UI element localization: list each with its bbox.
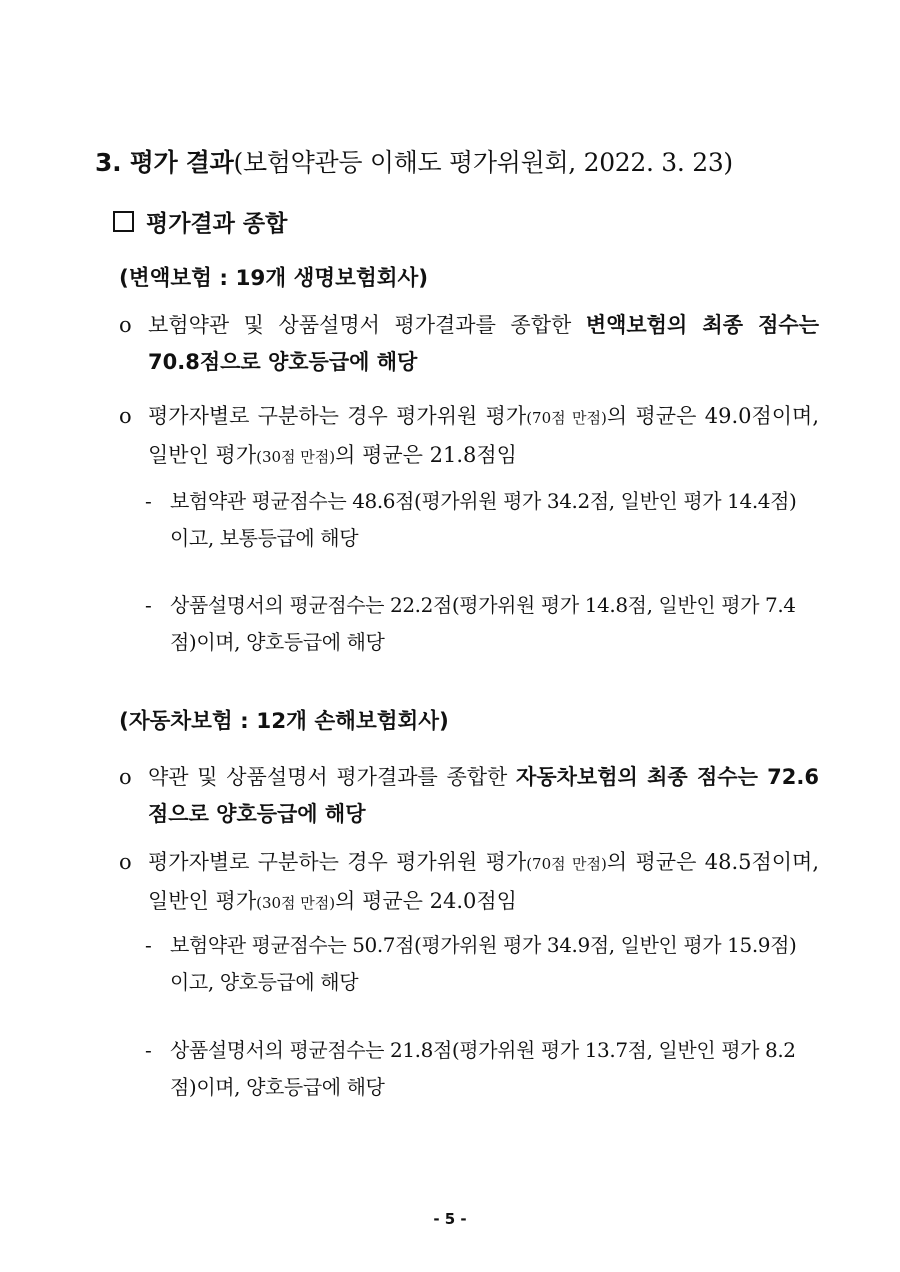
bullet-variable-evaluators — [119, 398, 819, 476]
group-title-auto: (자동차보험 : 12개 손해보험회사) — [119, 709, 449, 734]
section-heading — [95, 143, 733, 179]
bullet-small-text: (30점 만점) — [256, 894, 336, 912]
dash-variable-product — [145, 587, 809, 661]
group-title-variable: (변액보험 : 19개 생명보험회사) — [119, 266, 429, 291]
bullet-auto-summary — [119, 759, 819, 833]
bullet-small-text: (70점 만점) — [526, 855, 607, 873]
heading-title: 3. 평가 결과 — [95, 148, 234, 177]
bullet-text: 평가자별로 구분하는 경우 평가위원 평가 — [148, 850, 527, 874]
dash-text: 상품설명서의 평균점수는 21.8점(평가위원 평가 13.7점, 일반인 평가 8.2점)이며, 양호등급에 해당 — [170, 1038, 796, 1099]
heading-subtitle: (보험약관등 이해도 평가위원회, 2022. 3. 23) — [233, 148, 733, 177]
dash-marker: - — [145, 593, 152, 617]
dash-auto-product — [145, 1032, 809, 1106]
bullet-text: 보험약관 및 상품설명서 평가결과를 종합한 — [148, 313, 586, 337]
dash-text: 보험약관 평균점수는 48.6점(평가위원 평가 34.2점, 일반인 평가 14.4점)이고, 보통등급에 해당 — [170, 489, 797, 550]
bullet-bold-text: 변액보험의 최종 점수는 70.8점으로 양호등급에 해당 — [148, 313, 820, 374]
dash-marker: - — [145, 489, 152, 513]
bullet-small-text: (30점 만점) — [256, 448, 336, 466]
dash-text: 상품설명서의 평균점수는 22.2점(평가위원 평가 14.8점, 일반인 평가 7.4점)이며, 양호등급에 해당 — [170, 593, 796, 654]
bullet-marker: o — [119, 313, 132, 337]
dash-text: 보험약관 평균점수는 50.7점(평가위원 평가 34.9점, 일반인 평가 15.9점)이고, 양호등급에 해당 — [170, 933, 797, 994]
dash-auto-terms — [145, 927, 809, 1001]
bullet-text: 의 평균은 48.5점이며, 일반인 평가 — [148, 850, 820, 913]
square-box-icon — [113, 211, 134, 232]
bullet-text: 의 평균은 49.0점이며, 일반인 평가 — [148, 404, 820, 467]
bullet-marker: o — [119, 850, 132, 874]
subsection-title-text: 평가결과 종합 — [146, 211, 288, 237]
bullet-text: 의 평균은 24.0점임 — [335, 889, 517, 913]
dash-marker: - — [145, 933, 152, 957]
bullet-text: 평가자별로 구분하는 경우 평가위원 평가 — [148, 404, 527, 428]
bullet-marker: o — [119, 404, 132, 428]
dash-marker: - — [145, 1038, 152, 1062]
subsection-title — [113, 205, 287, 238]
page-number: - 5 - — [433, 1210, 467, 1228]
bullet-variable-summary — [119, 307, 819, 381]
bullet-text: 약관 및 상품설명서 평가결과를 종합한 — [148, 765, 517, 789]
bullet-bold-text: 자동차보험의 최종 점수는 72.6점으로 양호등급에 해당 — [148, 765, 819, 826]
bullet-auto-evaluators — [119, 844, 819, 922]
bullet-marker: o — [119, 765, 132, 789]
bullet-text: 의 평균은 21.8점임 — [335, 443, 517, 467]
bullet-small-text: (70점 만점) — [526, 409, 607, 427]
dash-variable-terms — [145, 483, 809, 557]
